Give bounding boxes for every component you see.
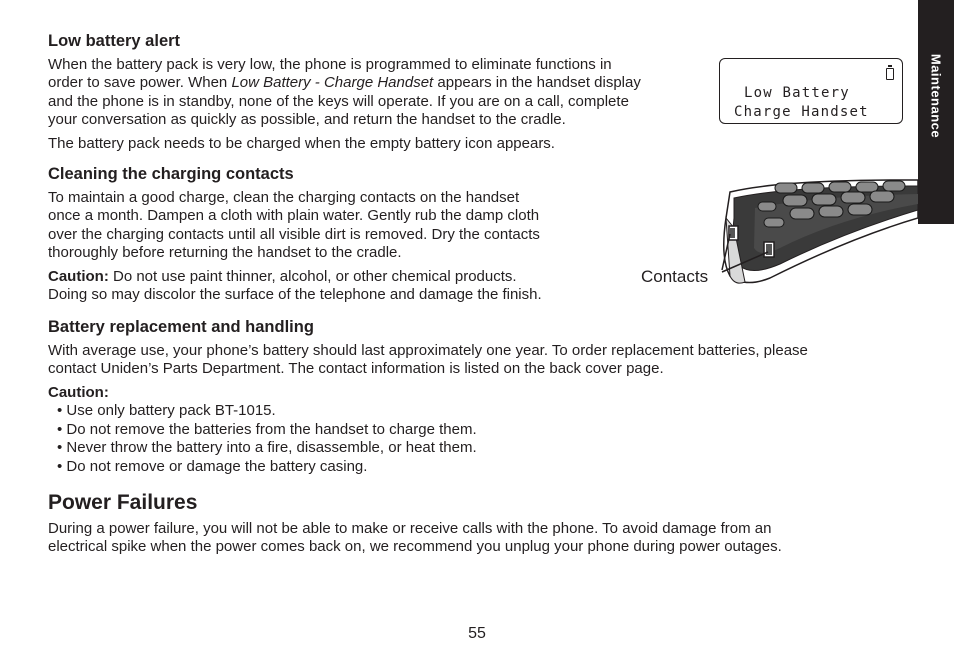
text-line: contact Uniden’s Parts Department. The contact information is listed on the back cover page. [48, 360, 664, 378]
power-failures-heading: Power Failures [48, 491, 198, 514]
text-span: Do not use paint thinner, alcohol, or other chemical products. [108, 268, 517, 285]
text-line: To maintain a good charge, clean the charging contacts on the handset [48, 189, 520, 206]
battery-caution-list [57, 402, 477, 476]
battery-caution-label: Caution: [48, 384, 109, 401]
text-line [48, 74, 728, 92]
text-line: During a power failure, you will not be able to make or receive calls with the phone. To avoid damage from an [48, 520, 772, 537]
handset-contacts-illustration [630, 178, 918, 303]
contacts-label: Contacts [641, 267, 709, 286]
text-line: When the battery pack is very low, the phone is programmed to eliminate functions in [48, 56, 612, 73]
list-item: • Do not remove or damage the battery casing. [57, 457, 368, 475]
cleaning-caution [48, 268, 628, 305]
page-number: 55 [468, 625, 486, 642]
text-span: order to save power. When [48, 74, 232, 92]
cleaning-paragraph [48, 189, 618, 262]
text-line: electrical spike when the power comes back on, we recommend you unplug your phone during power outages. [48, 538, 782, 556]
text-span: appears in the handset display [433, 74, 641, 92]
low-battery-paragraph [48, 56, 728, 129]
display-line-2: Charge Handset [734, 104, 869, 120]
battery-icon-note: The battery pack needs to be charged when the empty battery icon appears. [48, 135, 555, 152]
text-line: your conversation as quickly as possible, and return the handset to the cradle. [48, 110, 566, 128]
text-line: Doing so may discolor the surface of the telephone and damage the finish. [48, 286, 542, 304]
power-failures-paragraph [48, 520, 908, 557]
display-line-1: Low Battery [744, 85, 850, 101]
text-line: thoroughly before returning the handset to the cradle. [48, 243, 402, 261]
list-item: • Do not remove the batteries from the handset to charge them. [57, 420, 477, 438]
text-line: once a month. Dampen a cloth with plain water. Gently rub the damp cloth [48, 207, 540, 225]
display-message-emphasis: Low Battery - Charge Handset [231, 74, 434, 92]
side-tab-label: Maintenance [928, 53, 944, 139]
low-battery-heading: Low battery alert [48, 32, 181, 50]
handset-display-illustration [719, 58, 903, 124]
text-line: over the charging contacts until all visible dirt is removed. Dry the contacts [48, 225, 540, 243]
empty-battery-icon [886, 68, 894, 80]
text-line [48, 268, 628, 286]
list-item: • Never throw the battery into a fire, disassemble, or heat them. [57, 439, 477, 456]
text-line: With average use, your phone’s battery should last approximately one year. To order replacement batteries, please [48, 342, 808, 359]
list-item: • Use only battery pack BT-1015. [57, 402, 276, 419]
cleaning-heading: Cleaning the charging contacts [48, 165, 294, 183]
battery-heading: Battery replacement and handling [48, 318, 314, 336]
caution-label: Caution: [48, 268, 109, 285]
battery-paragraph [48, 342, 908, 379]
text-line: and the phone is in standby, none of the keys will operate. If you are on a call, complete [48, 92, 629, 110]
